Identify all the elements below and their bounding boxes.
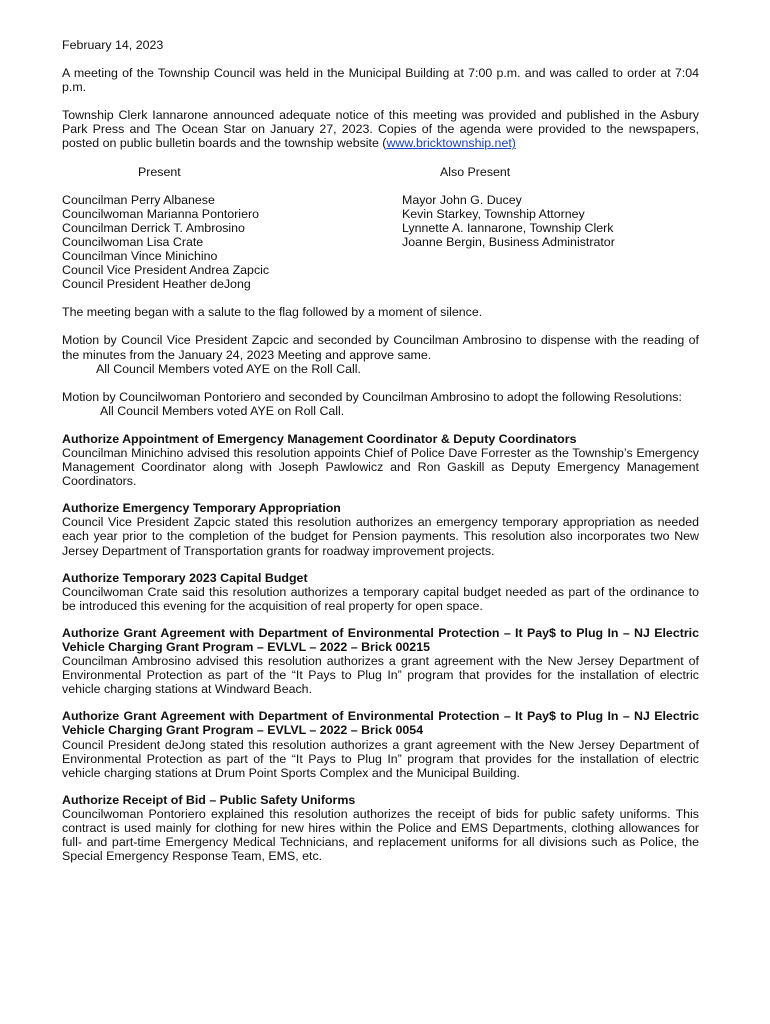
also-present-member: Mayor John G. Ducey <box>402 192 522 207</box>
resolution-section <box>62 709 699 779</box>
present-member: Council President Heather deJong <box>62 277 251 292</box>
resolution-heading: Authorize Temporary 2023 Capital Budget <box>62 570 308 585</box>
township-website-link[interactable]: www.bricktownship.net) <box>386 136 516 151</box>
resolution-body: Council President deJong stated this resolution authorizes a grant agreement with the New Jersey Department of Environmental Protection as part of the “It Pays to Plug In” program that provides for the installation of electric vehicle charging stations at Drum Point Sports Complex and the Municipal Building. <box>62 737 699 780</box>
resolution-heading: Authorize Emergency Temporary Appropriation <box>62 501 341 516</box>
resolution-heading: Authorize Receipt of Bid – Public Safety Uniforms <box>62 792 356 807</box>
also-present-column <box>402 165 699 292</box>
also-present-member: Joanne Bergin, Business Administrator <box>402 234 615 249</box>
notice-text: Township Clerk Iannarone announced adequate notice of this meeting was provided and published in the Asbury Park Press and The Ocean Star on January 27, 2023. Copies of the agenda were provided to the newspapers, posted on public bulletin boards and the township website ( <box>62 108 699 151</box>
present-member: Councilman Vince Minichino <box>62 249 218 264</box>
present-member: Council Vice President Andrea Zapcic <box>62 263 270 278</box>
motion-resolutions-text: Motion by Councilwoman Pontoriero and seconded by Councilman Ambrosino to adopt the following Resolutions: <box>62 389 682 404</box>
meeting-date: February 14, 2023 <box>62 38 164 52</box>
document-page <box>62 38 699 876</box>
present-header: Present <box>138 164 181 179</box>
present-member: Councilwoman Lisa Crate <box>62 234 204 249</box>
resolution-heading: Authorize Appointment of Emergency Management Coordinator & Deputy Coordinators <box>62 431 577 446</box>
intro-paragraph: A meeting of the Township Council was held in the Municipal Building at 7:00 p.m. and was called to order at 7:04 p.m. <box>62 66 699 95</box>
resolution-body: Councilwoman Crate said this resolution authorizes a temporary capital budget needed as part of the ordinance to be introduced this evening for the acquisition of real property for open space. <box>62 584 699 613</box>
present-member: Councilman Perry Albanese <box>62 192 215 207</box>
present-member: Councilwoman Marianna Pontoriero <box>62 206 259 221</box>
resolution-section <box>62 501 699 557</box>
resolution-body: Councilman Ambrosino advised this resolution authorizes a grant agreement with the New Jersey Department of Environmental Protection as part of the “It Pays to Plug In” program that provides for the installation of electric vehicle charging stations at Windward Beach. <box>62 654 699 697</box>
resolution-heading: Authorize Grant Agreement with Department of Environmental Protection – It Pay$ to Plug In – NJ Electric Vehicle Charging Grant Program – EVLVL – 2022 – Brick 00215 <box>62 625 699 654</box>
resolution-body: Council Vice President Zapcic stated this resolution authorizes an emergency temporary appropriation as needed each year prior to the completion of the budget for Pension payments. This resolution also incorporates two New Jersey Department of Transportation grants for roadway improvement projects. <box>62 515 699 558</box>
also-present-member: Lynnette A. Iannarone, Township Clerk <box>402 220 614 235</box>
resolution-body: Councilwoman Pontoriero explained this resolution authorizes the receipt of bids for public safety uniforms. This contract is used mainly for clothing for new hires within the Police and EMS Departments, clothing allowances for full- and part-time Emergency Medical Technicians, and replacement uniforms for all divisions such as Police, the Special Emergency Response Team, EMS, etc. <box>62 806 699 864</box>
resolution-section <box>62 793 699 863</box>
motion-resolutions <box>62 390 699 418</box>
notice-paragraph <box>62 108 699 150</box>
resolution-section <box>62 571 699 613</box>
also-present-member: Kevin Starkey, Township Attorney <box>402 206 585 221</box>
attendance <box>62 165 699 292</box>
resolution-body: Councilman Minichino advised this resolution appoints Chief of Police Dave Forrester as the Township’s Emergency Management Coordinator along with Joseph Pawlowicz and Ron Gaskill as Deputy Emergency Management Coordinators. <box>62 445 699 489</box>
resolution-section <box>62 626 699 696</box>
salute-paragraph: The meeting began with a salute to the flag followed by a moment of silence. <box>62 305 483 320</box>
present-column <box>62 165 402 292</box>
resolution-heading: Authorize Grant Agreement with Department of Environmental Protection – It Pay$ to Plug In – NJ Electric Vehicle Charging Grant Program – EVLVL – 2022 – Brick 0054 <box>62 709 699 738</box>
motion-resolutions-vote: All Council Members voted AYE on Roll Call. <box>100 403 345 418</box>
motion-minutes <box>62 333 699 375</box>
motion-minutes-text: Motion by Council Vice President Zapcic and seconded by Councilman Ambrosino to dispense with the reading of the minutes from the January 24, 2023 Meeting and approve same. <box>62 333 699 362</box>
also-present-header: Also Present <box>440 164 511 179</box>
present-member: Councilman Derrick T. Ambrosino <box>62 220 245 235</box>
motion-minutes-vote: All Council Members voted AYE on the Roll Call. <box>96 361 361 376</box>
resolution-section <box>62 432 699 488</box>
